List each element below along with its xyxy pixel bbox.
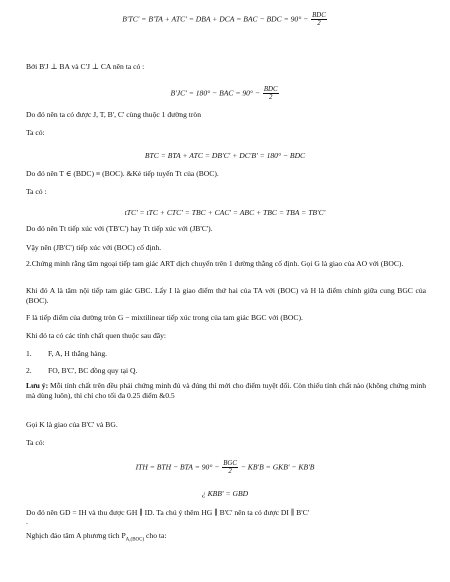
list-item — [26, 366, 138, 376]
list-item-number: 2. — [26, 366, 32, 375]
paragraph-7: Vậy nên (JB'C') tiếp xúc với (BOC) cố định. — [26, 243, 162, 252]
list-item-number: 1. — [26, 349, 32, 358]
list-item — [26, 349, 108, 359]
equation-5-right: − KB'B = GKB' − KB'B — [238, 462, 315, 472]
paragraph-10: F là tiếp điểm của đường tròn G − mixtilinear tiếp xúc trong của tam giác BGC với (BOC). — [26, 313, 303, 322]
fraction-numerator: BGC — [223, 460, 237, 467]
paragraph-16 — [26, 531, 167, 546]
paragraph-1: Bởi B'J ⊥ BA và C'J ⊥ CA nên ta có : — [26, 62, 145, 71]
paragraph-16-subscript: A,(BOC) — [125, 537, 145, 543]
paragraph-6: Do đó nên Tt tiếp xúc với (TB'C') hay Tt tiếp xúc với (JB'C'). — [26, 224, 213, 233]
paragraph-16-text: Nghịch đảo tâm A phương tích P — [26, 531, 126, 540]
paragraph-8: 2.Chứng minh rằng tâm ngoại tiếp tam giác ART dịch chuyển trên 1 đường thẳng cố định. Gọi G là giao của AO với (BOC). — [26, 259, 404, 268]
equation-5 — [0, 460, 450, 475]
paragraph-4: Do đó nên T ∈ (BDC) ≡ (BOC). &Kẻ tiếp tuyến Tt của (BOC). — [26, 169, 219, 178]
fraction-denominator: 2 — [317, 20, 321, 27]
note-label: Lưu ý: — [26, 381, 49, 390]
fraction-numerator: BDC — [312, 12, 326, 19]
fraction-denominator: 2 — [228, 468, 232, 475]
paragraph-15: . — [26, 517, 28, 526]
fraction-denominator: 2 — [269, 94, 273, 101]
equation-5-fraction — [222, 460, 238, 475]
fraction-numerator: BDC — [263, 86, 278, 93]
note-paragraph — [26, 381, 426, 401]
equation-4: tTC' = tTC + CTC' = TBC + CAC' = ABC + TBC = TBA = TB'C' — [124, 208, 326, 217]
list-item-text: FO, B'C', BC đồng quy tại Q. — [48, 366, 138, 375]
equation-2-text: B'JC' = 180° − BAC = 90° − — [170, 88, 262, 98]
equation-1 — [0, 12, 450, 27]
paragraph-13: Ta có: — [26, 438, 45, 447]
paragraph-3: Ta có: — [26, 128, 45, 137]
paragraph-5: Ta có : — [26, 187, 47, 196]
equation-1-fraction — [311, 12, 327, 27]
note-text: Mỗi tính chất trên đều phải chứng minh đủ và đúng thì mới cho điểm tuyệt đối. Còn thiếu tính chất nào (không chứng minh mà dùng luôn), thì chỉ cho tối đa 0.25 điểm &0.5 — [26, 381, 426, 400]
paragraph-9: Khi đó A là tâm nội tiếp tam giác GBC. Lấy I là giao điểm thứ hai của TA với (BOC) và H là điểm chính giữa cung BGC của (BOC). — [26, 286, 426, 305]
equation-2-fraction — [263, 86, 279, 101]
paragraph-2: Do đó nên ta có được J, T, B', C' cùng thuộc 1 đường tròn — [26, 110, 202, 119]
paragraph-12: Gọi K là giao của B'C' và BG. — [26, 420, 118, 429]
list-item-text: F, A, H thẳng hàng. — [48, 349, 108, 358]
equation-5-left: ITH = BTH − BTA = 90° − — [135, 462, 222, 472]
paragraph-16-end: cho ta: — [144, 531, 167, 540]
paragraph-11: Khi đó ta có các tính chất quen thuộc sau đây: — [26, 331, 167, 340]
equation-3: BTC = BTA + ATC = DB'C' + DC'B' = 180° − BDC — [144, 151, 306, 160]
equation-2 — [0, 86, 450, 101]
paragraph-14: Do đó nên GD = IH và thu được GH ∥ ID. Ta chú ý thêm HG ∥ B'C' nên ta có được DI ∥ B'C' — [26, 508, 310, 517]
equation-6: ¿ KBB' = GBD — [201, 489, 249, 498]
equation-1-text: B'TC' = B'TA + ATC' = DBA + DCA = BAC − BDC = 90° − — [122, 14, 311, 24]
